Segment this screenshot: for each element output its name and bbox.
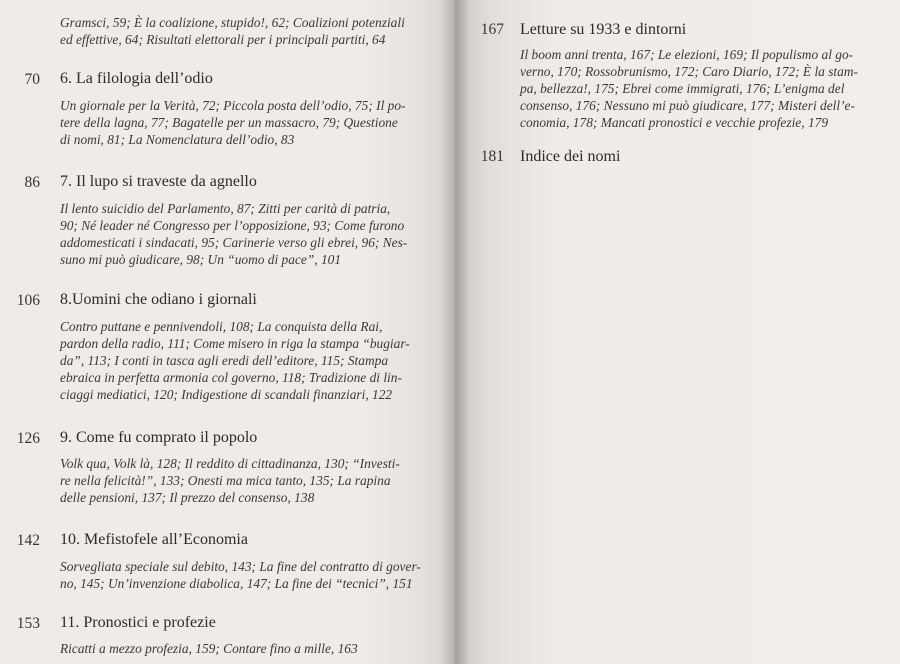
- entry-title: 7. Il lupo si traveste da agnello: [60, 173, 257, 190]
- subsection-line: no, 145; Un’invenzione diabolica, 147; La fine dei “tecnici”, 151: [60, 576, 413, 591]
- subsection-line: Il lento suicidio del Parlamento, 87; Zitti per carità di patria,: [60, 201, 391, 216]
- subsection-line: consenso, 176; Nessuno mi può giudicare, 177; Misteri dell’e-: [520, 98, 855, 113]
- subsection-line: verno, 170; Rossobrunismo, 172; Caro Diario, 172; È la stam-: [520, 64, 858, 79]
- entry-subsections: [60, 97, 406, 148]
- subsection-line: conomia, 178; Mancati pronostici e vecchie profezie, 179: [520, 115, 829, 130]
- subsection-line: Sorvegliata speciale sul debito, 143; La fine del contratto di gover-: [60, 559, 421, 574]
- subsection-line: re nella felicità!”, 133; Onesti ma mica tanto, 135; La rapina: [60, 473, 391, 488]
- entry-subsections: [60, 558, 421, 592]
- entry-title: Letture su 1933 e dintorni: [520, 21, 687, 38]
- entry-title: 10. Mefistofele all’Economia: [60, 531, 248, 548]
- entry-subsections: [60, 318, 410, 403]
- entry-subsections: [520, 46, 858, 131]
- entry-title: 8.Uomini che odiano i giornali: [60, 291, 257, 308]
- subsection-line: Volk qua, Volk là, 128; Il reddito di cittadinanza, 130; “Investi-: [60, 456, 400, 471]
- entry-subsections: [60, 640, 358, 657]
- subsection-line: Contro puttane e pennivendoli, 108; La conquista della Rai,: [60, 319, 383, 334]
- subsection-line: addomesticati i sindacati, 95; Carinerie verso gli ebrei, 96; Nes-: [60, 235, 408, 250]
- subsection-line: Il boom anni trenta, 167; Le elezioni, 169; Il populismo al go-: [520, 47, 854, 62]
- subsection-line: pa, bellezza!, 175; Ebrei come immigrati, 176; L’enigma del: [520, 81, 845, 96]
- entry-page-number: 126: [16, 430, 40, 447]
- entry-page-number: 181: [480, 148, 504, 165]
- subsection-line: di nomi, 81; La Nomenclatura dell’odio, 83: [60, 132, 295, 147]
- entry-page-number: 167: [480, 21, 504, 38]
- entry-page-number: 106: [16, 292, 40, 309]
- entry-page-number: 142: [16, 532, 40, 549]
- subsection-line: delle pensioni, 137; Il prezzo del consenso, 138: [60, 490, 315, 505]
- entry-page-number: 153: [16, 615, 40, 632]
- continuation-text: [60, 14, 405, 48]
- subsection-line: Un giornale per la Verità, 72; Piccola posta dell’odio, 75; Il po-: [60, 98, 406, 113]
- subsection-line: 90; Né leader né Congresso per l’opposizione, 93; Come furono: [60, 218, 405, 233]
- entry-page-number: 70: [24, 71, 40, 88]
- continuation-line: Gramsci, 59; È la coalizione, stupido!, 62; Coalizioni potenziali: [60, 15, 405, 30]
- subsection-line: da”, 113; I conti in tasca agli eredi dell’editore, 115; Stampa: [60, 353, 389, 368]
- entry-title: Indice dei nomi: [520, 148, 621, 165]
- entry-title: 6. La filologia dell’odio: [60, 70, 213, 87]
- entry-title: 9. Come fu comprato il popolo: [60, 429, 258, 446]
- right-page: [454, 0, 900, 664]
- subsection-line: pardon della radio, 111; Come misero in riga la stampa “bugiar-: [60, 336, 410, 351]
- entry-subsections: [60, 200, 407, 268]
- subsection-line: suno mi può giudicare, 98; Un “uomo di pace”, 101: [60, 252, 342, 267]
- continuation-line: ed effettive, 64; Risultati elettorali per i principali partiti, 64: [60, 32, 386, 47]
- subsection-line: Ricatti a mezzo profezia, 159; Contare fino a mille, 163: [60, 641, 358, 656]
- entry-page-number: 86: [24, 174, 40, 191]
- entry-subsections: [60, 455, 400, 506]
- subsection-line: tere della lagna, 77; Bagatelle per un massacro, 79; Questione: [60, 115, 398, 130]
- subsection-line: ciaggi mediatici, 120; Indigestione di scandali finanziari, 122: [60, 387, 393, 402]
- entry-title: 11. Pronostici e profezie: [60, 614, 216, 631]
- subsection-line: ebraica in perfetta armonia col governo, 118; Tradizione di lin-: [60, 370, 402, 385]
